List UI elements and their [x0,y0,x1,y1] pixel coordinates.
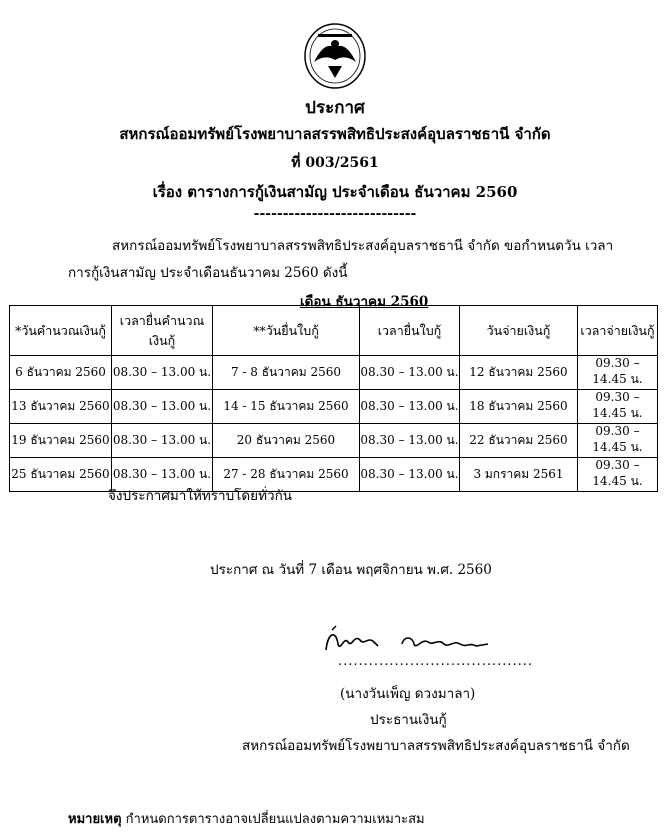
table-row [10,390,658,424]
table-cell: 08.30 – 13.00 น. [360,424,460,458]
table-cell: 13 ธันวาคม 2560 [10,390,112,424]
table-cell: 18 ธันวาคม 2560 [460,390,578,424]
table-cell: 6 ธันวาคม 2560 [10,356,112,390]
table-cell: 09.30 – 14.45 น. [578,424,658,458]
column-header: เวลาจ่ายเงินกู้ [578,306,658,356]
table-cell: 08.30 – 13.00 น. [360,356,460,390]
column-header: เวลายื่นคำนวณเงินกู้ [112,306,213,356]
remark-label: หมายเหตุ [68,812,122,827]
body-paragraph-line-2: การกู้เงินสามัญ ประจำเดือนธันวาคม 2560 ดังนี้ [68,265,348,281]
announcement-title: ประกาศ [305,98,365,118]
table-cell: 25 ธันวาคม 2560 [10,458,112,492]
remark-note [68,808,425,829]
table-row [10,356,658,390]
table-cell: 08.30 – 13.00 น. [112,356,213,390]
column-header: *วันคำนวณเงินกู้ [10,306,112,356]
table-cell: 09.30 – 14.45 น. [578,458,658,492]
document-number: ที่ 003/2561 [291,155,379,171]
table-heading: เดือน ธันวาคม 2560 [300,294,429,310]
organization-name: สหกรณ์ออมทรัพย์โรงพยาบาลสรรพสิทธิประสงค์อุบลราชธานี จำกัด [119,125,551,143]
table-cell: 19 ธันวาคม 2560 [10,424,112,458]
column-header: เวลายื่นใบกู้ [360,306,460,356]
table-cell: 09.30 – 14.45 น. [578,356,658,390]
signature-dotted-line: ...................................... [338,654,534,669]
table-cell: 22 ธันวาคม 2560 [460,424,578,458]
document-subject: เรื่อง ตารางการกู้เงินสามัญ ประจำเดือน ธันวาคม 2560 [152,183,518,201]
table-cell: 08.30 – 13.00 น. [112,458,213,492]
table-cell: 08.30 – 13.00 น. [360,390,460,424]
table-row [10,458,658,492]
remark-text: กำหนดการตารางอาจเปลี่ยนแปลงตามความเหมาะสม [121,812,425,827]
table-cell: 12 ธันวาคม 2560 [460,356,578,390]
table-cell: 08.30 – 13.00 น. [112,390,213,424]
announcement-closing: จึงประกาศมาให้ทราบโดยทั่วกัน [108,488,292,504]
table-cell: 08.30 – 13.00 น. [360,458,460,492]
divider-line: ---------------------------- [253,206,417,222]
schedule-table [9,305,658,492]
table-cell: 20 ธันวาคม 2560 [213,424,360,458]
organization-seal [290,20,380,92]
column-header: วันจ่ายเงินกู้ [460,306,578,356]
table-cell: 27 - 28 ธันวาคม 2560 [213,458,360,492]
signer-organization: สหกรณ์ออมทรัพย์โรงพยาบาลสรรพสิทธิประสงค์อุบลราชธานี จำกัด [242,738,630,754]
signer-name: (นางวันเพ็ญ ดวงมาลา) [340,686,476,702]
table-header-row [10,306,658,356]
table-cell: 14 - 15 ธันวาคม 2560 [213,390,360,424]
announcement-date: ประกาศ ณ วันที่ 7 เดือน พฤศจิกายน พ.ศ. 2560 [210,562,492,578]
table-cell: 7 - 8 ธันวาคม 2560 [213,356,360,390]
table-cell: 08.30 – 13.00 น. [112,424,213,458]
table-cell: 3 มกราคม 2561 [460,458,578,492]
column-header: **วันยื่นใบกู้ [213,306,360,356]
signer-position: ประธานเงินกู้ [370,712,447,728]
body-paragraph-line-1: สหกรณ์ออมทรัพย์โรงพยาบาลสรรพสิทธิประสงค์อุบลราชธานี จำกัด ขอกำหนดวัน เวลา [112,238,614,254]
handwritten-signature [318,622,498,658]
table-row [10,424,658,458]
table-cell: 09.30 – 14.45 น. [578,390,658,424]
